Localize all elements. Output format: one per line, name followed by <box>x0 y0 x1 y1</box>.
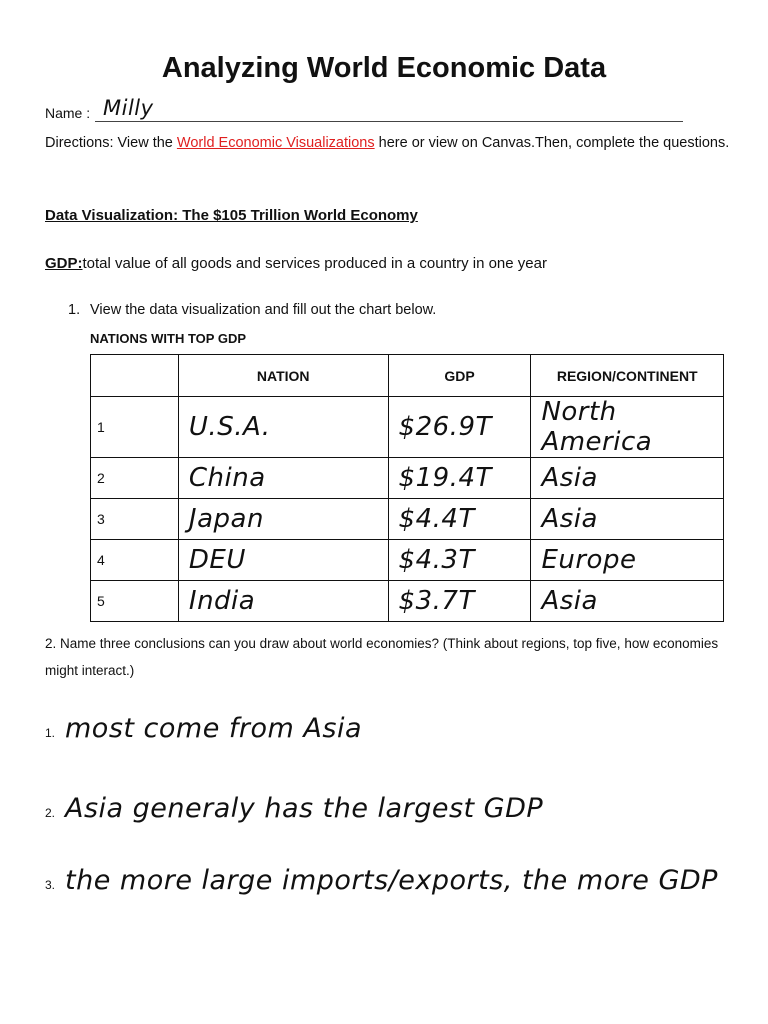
table-header-row <box>91 355 724 397</box>
directions-suffix: here or view on Canvas.Then, complete the questions. <box>374 135 730 151</box>
row-gdp: $19.4T <box>388 458 531 499</box>
answer-2-text: Asia generaly has the largest GDP <box>65 793 544 824</box>
question-1 <box>68 302 436 318</box>
answer-3 <box>45 842 718 902</box>
question-1-text: View the data visualization and fill out the chart below. <box>90 302 437 318</box>
top-gdp-table <box>90 354 724 622</box>
row-rank: 3 <box>91 499 179 540</box>
row-region: Asia <box>531 581 724 622</box>
answer-2 <box>45 770 605 830</box>
answer-1-number: 1. <box>45 726 56 740</box>
name-field-row <box>45 96 645 122</box>
gdp-definition <box>45 255 547 272</box>
row-rank: 1 <box>91 397 179 458</box>
row-nation: DEU <box>178 540 388 581</box>
row-nation: India <box>178 581 388 622</box>
directions-text <box>45 129 735 158</box>
answer-3-text: the more large imports/exports, the more GDP <box>65 865 718 896</box>
answer-3-number: 3. <box>45 878 56 892</box>
answer-2-number: 2. <box>45 806 56 820</box>
header-nation: NATION <box>178 355 388 397</box>
header-region: REGION/CONTINENT <box>531 355 724 397</box>
row-rank: 4 <box>91 540 179 581</box>
world-economic-visualizations-link[interactable]: World Economic Visualizations <box>176 135 375 151</box>
header-rank <box>91 355 179 397</box>
worksheet-title: Analyzing World Economic Data <box>161 52 607 84</box>
row-nation: China <box>178 458 388 499</box>
table-row <box>91 581 724 622</box>
table-caption: NATIONS WITH TOP GDP <box>90 331 247 346</box>
answer-1 <box>45 690 545 750</box>
answer-1-text: most come from Asia <box>65 713 363 744</box>
table-row <box>91 540 724 581</box>
name-label: Name : <box>45 105 91 121</box>
table-row <box>91 458 724 499</box>
row-region: North America <box>531 397 724 458</box>
table-row <box>91 499 724 540</box>
row-gdp: $4.3T <box>388 540 531 581</box>
row-gdp: $3.7T <box>388 581 531 622</box>
name-handwritten-value: Milly <box>103 96 154 120</box>
row-nation: U.S.A. <box>178 397 388 458</box>
header-gdp: GDP <box>388 355 531 397</box>
table-row <box>91 397 724 458</box>
question-2-text: 2. Name three conclusions can you draw about world economies? (Think about regions, top five, how economies might interact.) <box>45 636 719 678</box>
row-rank: 5 <box>91 581 179 622</box>
gdp-definition-text: total value of all goods and services produced in a country in one year <box>82 255 547 272</box>
section-heading: Data Visualization: The $105 Trillion World Economy <box>45 207 418 224</box>
row-gdp: $26.9T <box>388 397 531 458</box>
question-1-number: 1. <box>68 302 81 318</box>
gdp-term: GDP: <box>45 255 83 272</box>
row-region: Asia <box>531 458 724 499</box>
row-gdp: $4.4T <box>388 499 531 540</box>
row-nation: Japan <box>178 499 388 540</box>
row-region: Europe <box>531 540 724 581</box>
row-region: Asia <box>531 499 724 540</box>
directions-prefix: Directions: View the <box>45 135 177 151</box>
name-underline <box>95 121 683 122</box>
row-rank: 2 <box>91 458 179 499</box>
